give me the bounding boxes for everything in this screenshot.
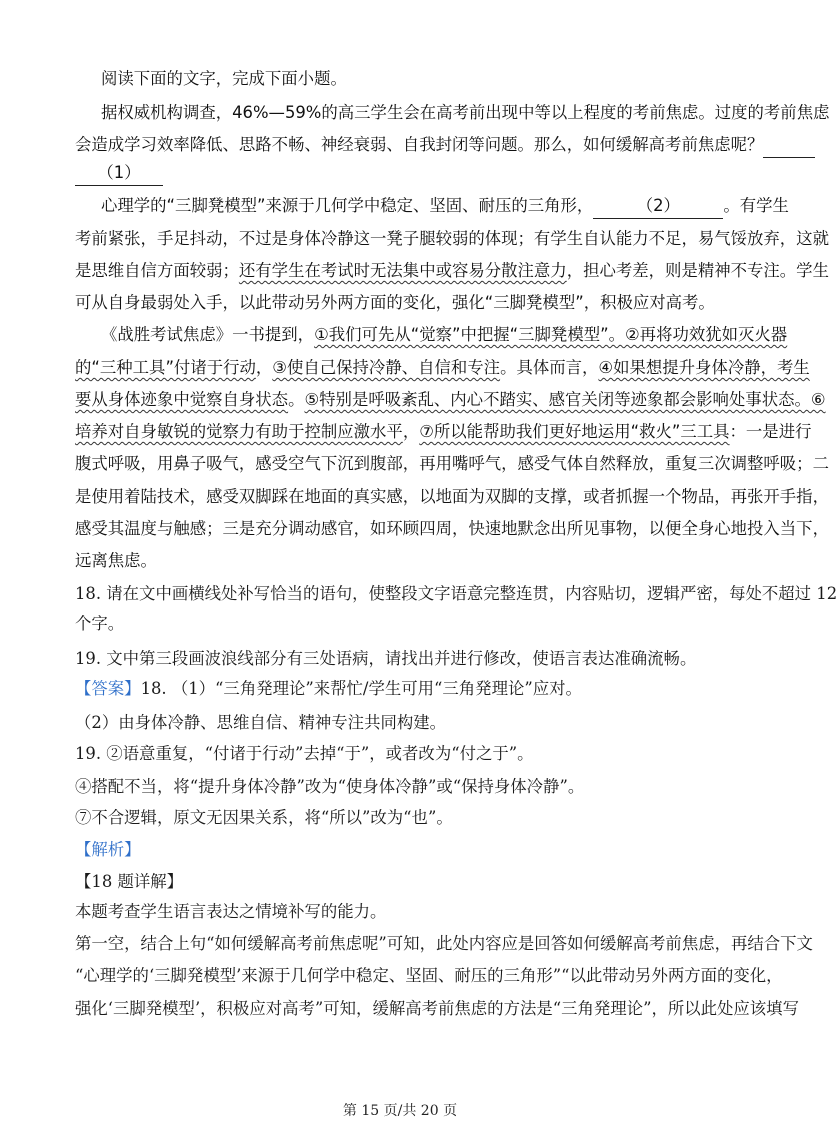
passage-p2-line4: 可从自身最弱处入手，以此带动另外两方面的变化，强化“三脚凳模型”，积极应对高考。 bbox=[75, 293, 715, 312]
passage-p2-line3 bbox=[75, 259, 829, 283]
question-18-line1: 18. 请在文中画横线处补写恰当的语句，使整段文字语意完整连贯，内容贴切，逻辑严密，每处不超过 12 bbox=[75, 584, 837, 603]
passage-p3-line3 bbox=[75, 388, 826, 412]
passage-p3-line2-wavy3: ④如果想提升身体冷静，考生 bbox=[598, 358, 810, 377]
passage-p3-line2-b: 。具体而言， bbox=[500, 358, 599, 377]
passage-p2-line1 bbox=[101, 194, 789, 219]
answer-19-line2: ④搭配不当，将“提升身体冷静”改为“使身体冷静”或“保持身体冷静”。 bbox=[75, 777, 585, 796]
analysis-subtag: 【18 题详解】 bbox=[75, 872, 184, 891]
answer-18-1: 18. （1）“三角発理论”来帮忙/学生可用“三角発理论”应对。 bbox=[140, 679, 582, 698]
passage-p3-line2 bbox=[75, 356, 810, 380]
page-number: 第 15 页/共 20 页 bbox=[342, 1103, 458, 1119]
passage-p3-line5: 腹式呼吸，用鼻子吸气，感受空气下沉到腹部，再用嘴呼气，感受气体自然释放，重复三次调整呼吸；二 bbox=[75, 454, 829, 473]
passage-p3-line1-a: 《战胜考试焦虑》一书提到， bbox=[101, 325, 315, 344]
passage-p2-line2: 考前紧张，手足抖动，不过是身体冷静这一凳子腿较弱的体现；有学生自认能力不足，易气馁放弃，这就 bbox=[75, 229, 829, 248]
passage-p3-line4-a: ， bbox=[402, 422, 420, 441]
passage-p3-line7: 感受其温度与触感；三是充分调动感官，如环顾四周，快速地默念出所见事物，以便全身心地投入当下， bbox=[75, 519, 829, 538]
passage-p1-line2 bbox=[75, 133, 764, 158]
passage-p3-line2-wavy2: ③使自己保持冷静、自信和专注 bbox=[272, 358, 501, 377]
passage-p2-line1-b: 。有学生 bbox=[723, 196, 789, 215]
analysis-line1: 本题考查学生语言表达之情境补写的能力。 bbox=[75, 902, 387, 921]
answer-18-line1 bbox=[75, 677, 725, 701]
passage-p1-line3 bbox=[75, 161, 725, 186]
answer-19-line1: 19. ②语意重复，“付诸于行动”去掉“于”，或者改为“付之于”。 bbox=[75, 744, 534, 763]
passage-p3-line2-a: ， bbox=[255, 358, 273, 377]
passage-intro: 阅读下面的文字，完成下面小题。 bbox=[101, 69, 347, 88]
question-18-line2: 个字。 bbox=[75, 614, 125, 633]
passage-p3-line3-wavy2: ⑤特别是呼吸紊乱、内心不踏实、感官关闭等迹象都会影响处事状态。⑥ bbox=[304, 390, 826, 409]
passage-p3-line1 bbox=[101, 323, 788, 347]
question-19: 19. 文中第三段画波浪线部分有三处语病，请找出并进行修改，使语言表达准确流畅。 bbox=[75, 649, 697, 668]
passage-p3-line4-wavy1: 培养对自身敏锐的觉察力有助于控制应激水平 bbox=[75, 422, 403, 441]
passage-p1-line2-text: 会造成学习效率降低、思路不畅、神经衰弱、自我封闭等问题。那么，如何缓解高考前焦虑呢？ bbox=[75, 135, 764, 154]
passage-p2-line3-wavy: 还有学生在考试时无法集中或容易分散注意力 bbox=[238, 261, 567, 280]
answer-18-line2: （2）由身体冷静、思维自信、精神专注共同构建。 bbox=[75, 713, 447, 732]
passage-p3-line4-b: ：一是进行 bbox=[729, 422, 812, 441]
passage-p3-line8: 远离焦虑。 bbox=[75, 551, 157, 570]
passage-p3-line4-wavy2: ⑦所以能帮助我们更好地运用“救火”三工具 bbox=[419, 422, 730, 441]
passage-p3-line2-wavy1: 的“三种工具”付诸于行动 bbox=[75, 358, 256, 377]
answer-19-line3: ⑦不合逻辑，原文无因果关系，将“所以”改为“也”。 bbox=[75, 808, 453, 827]
passage-p3-line6: 是使用着陆技术，感受双脚踩在地面的真实感，以地面为双脚的支撑，或者抓握一个物品，再张开手指， bbox=[75, 487, 829, 506]
passage-p1-line1: 据权威机构调查，46%—59%的高三学生会在高考前出现中等以上程度的考前焦虑。过度的考前焦虑 bbox=[101, 103, 830, 122]
analysis-line3: “心理学的‘三脚発模型’来源于几何学中稳定、坚固、耐压的三角形”“以此带动另外两方面的变化， bbox=[75, 966, 783, 985]
blank-1: （1） bbox=[75, 161, 163, 186]
answer-tag: 【答案】 bbox=[75, 679, 141, 698]
passage-p3-line3-a: 。 bbox=[288, 390, 305, 409]
passage-p3-line3-wavy1: 要从身体迹象中觉察自身状态 bbox=[75, 390, 289, 409]
analysis-tag: 【解析】 bbox=[75, 840, 141, 859]
blank-line-1a bbox=[763, 133, 815, 158]
passage-p2-line1-a: 心理学的“三脚凳模型”来源于几何学中稳定、坚固、耐压的三角形， bbox=[101, 196, 594, 215]
passage-p3-line1-wavy: ①我们可先从“觉察”中把握“三脚凳模型”。②再将功效犹如灭火器 bbox=[314, 325, 788, 344]
blank-2: （2） bbox=[593, 194, 723, 219]
passage-p3-line4 bbox=[75, 420, 812, 444]
analysis-line4: 强化‘三脚発模型’，积极应对高考”可知，缓解高考前焦虑的方法是“三角発理论”，所以此处应该填写 bbox=[75, 999, 799, 1018]
passage-p2-line3-a: 是思维自信方面较弱； bbox=[75, 261, 239, 280]
passage-p2-line3-b: ，担心考差，则是精神不专注。学生 bbox=[566, 261, 829, 280]
analysis-line2: 第一空，结合上句“如何缓解高考前焦虑呢”可知，此处内容应是回答如何缓解高考前焦虑，再结合下文 bbox=[75, 934, 813, 953]
